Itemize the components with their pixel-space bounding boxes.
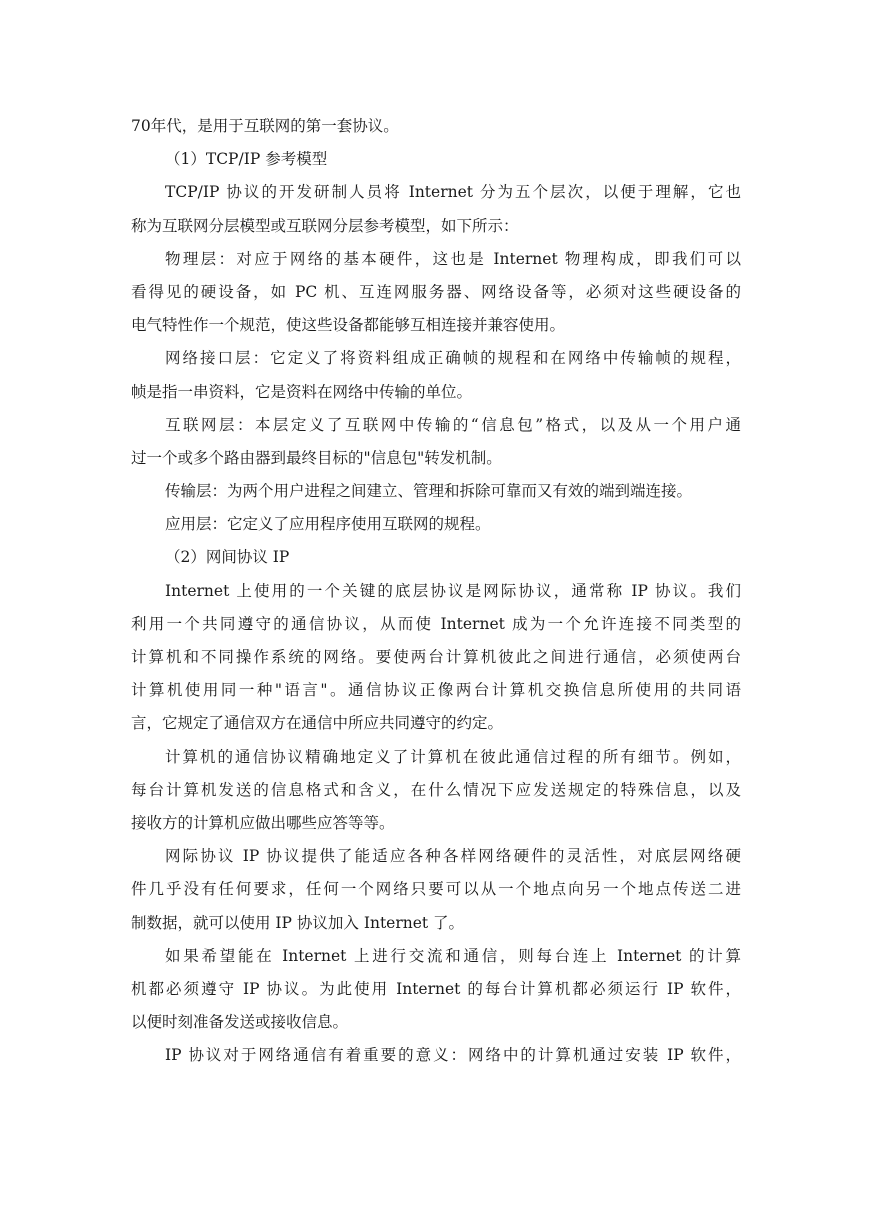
paragraph-line: 物理层：对应于网络的基本硬件，这也是 Internet 物理构成，即我们可以 xyxy=(165,249,741,268)
paragraph-line: 计算机使用同一种"语言"。通信协议正像两台计算机交换信息所使用的共同语 xyxy=(131,681,741,700)
paragraph-line: TCP/IP 协议的开发研制人员将 Internet 分为五个层次，以便于理解，它也 xyxy=(165,183,741,202)
paragraph-line: 接收方的计算机应做出哪些应答等等。 xyxy=(131,813,395,832)
paragraph-continuation: 70年代，是用于互联网的第一套协议。 xyxy=(131,117,399,135)
paragraph-line: 网际协议 IP 协议提供了能适应各种各样网络硬件的灵活性，对底层网络硬 xyxy=(165,847,741,866)
section-heading-tcpip-model: （1）TCP/IP 参考模型 xyxy=(165,150,328,169)
paragraph-line: 制数据，就可以使用 IP 协议加入 Internet 了。 xyxy=(131,913,465,932)
paragraph-line: IP 协议对于网络通信有着重要的意义：网络中的计算机通过安装 IP 软件， xyxy=(165,1046,741,1065)
paragraph-line: 传输层：为两个用户进程之间建立、管理和拆除可靠而又有效的端到端连接。 xyxy=(165,482,693,501)
paragraph-line: 网络接口层：它定义了将资料组成正确帧的规程和在网络中传输帧的规程， xyxy=(165,349,741,368)
paragraph-line: 计算机和不同操作系统的网络。要使两台计算机彼此之间进行通信，必须使两台 xyxy=(131,648,741,666)
paragraph-line: 以便时刻准备发送或接收信息。 xyxy=(131,1013,349,1032)
paragraph-line: 互联网层：本层定义了互联网中传输的“信息包”格式，以及从一个用户通 xyxy=(165,415,741,434)
paragraph-line: 机都必须遵守 IP 协议。为此使用 Internet 的每台计算机都必须运行 IP 软件， xyxy=(131,979,741,998)
paragraph-line: 计算机的通信协议精确地定义了计算机在彼此通信过程的所有细节。例如， xyxy=(165,747,741,766)
paragraph-line: 每台计算机发送的信息格式和含义，在什么情况下应发送规定的特殊信息，以及 xyxy=(131,780,741,799)
paragraph-line: 如果希望能在 Internet 上进行交流和通信，则每台连上 Internet 的计算 xyxy=(165,946,741,965)
paragraph-line: 称为互联网分层模型或互联网分层参考模型，如下所示： xyxy=(131,216,519,235)
paragraph-line: Internet 上使用的一个关键的底层协议是网际协议，通常称 IP 协议。我们 xyxy=(165,581,741,600)
section-heading-ip-protocol: （2）网间协议 IP xyxy=(165,548,290,567)
paragraph-line: 言，它规定了通信双方在通信中所应共同遵守的约定。 xyxy=(131,714,504,733)
paragraph-line: 应用层：它定义了应用程序使用互联网的规程。 xyxy=(165,515,491,534)
paragraph-line: 过一个或多个路由器到最终目标的"信息包"转发机制。 xyxy=(131,448,502,467)
body-text xyxy=(131,110,741,1072)
paragraph-line: 帧是指一串资料，它是资料在网络中传输的单位。 xyxy=(131,382,473,401)
paragraph-line: 电气特性作一个规范，使这些设备都能够互相连接并兼容使用。 xyxy=(131,316,566,335)
paragraph-line: 利用一个共同遵守的通信协议，从而使 Internet 成为一个允许连接不同类型的 xyxy=(131,614,741,633)
paragraph-line: 看得见的硬设备，如 PC 机、互连网服务器、网络设备等，必须对这些硬设备的 xyxy=(131,282,741,301)
paragraph-line: 件几乎没有任何要求，任何一个网络只要可以从一个地点向另一个地点传送二进 xyxy=(131,880,741,899)
